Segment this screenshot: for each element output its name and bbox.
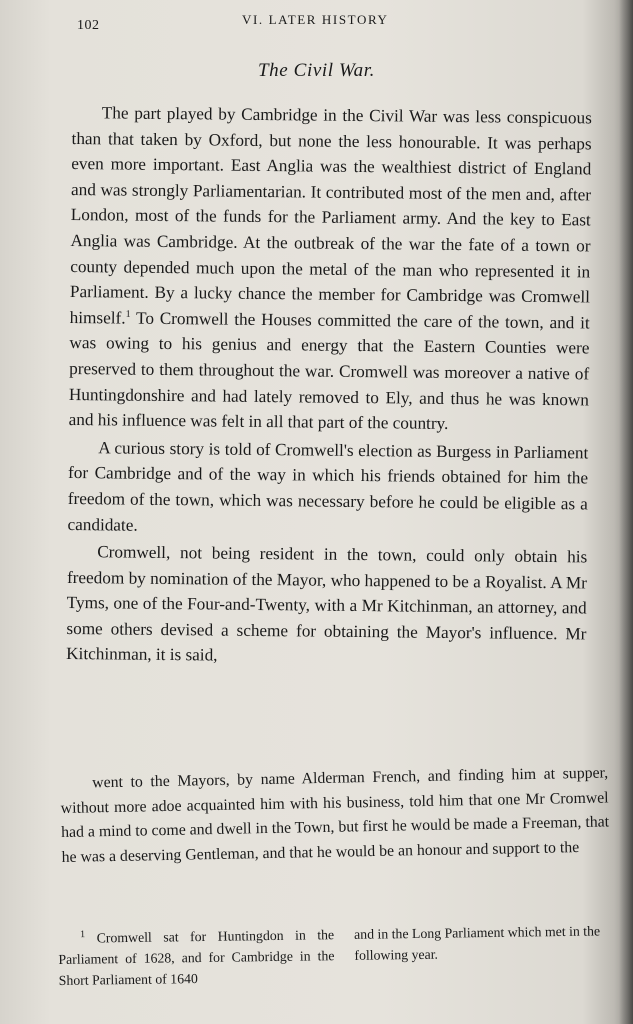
footnote-area bbox=[58, 920, 611, 998]
paragraph-3: Cromwell, not being resident in the town, could only obtain his freedom by nomination of the Mayor, who happened to be a Royalist. A Mr Tyms, one of the Four-and-Twenty, with a Mr Kitchinman, an attorney, and some others devised a scheme for obtaining the Mayor's influence. Mr Kitchinman, it is said, bbox=[66, 542, 588, 666]
footnote-marker: 1 bbox=[80, 929, 86, 941]
page-edge-shadow bbox=[619, 0, 633, 1024]
running-head bbox=[77, 12, 547, 36]
paragraph-1-continuation: To Cromwell the Houses committed the care of the town, and it was owing to his genius and energy that the Eastern Counties were preserved to them throughout the war. Cromwell was moreover a native of Huntingdonshire and had lately removed to Ely, and thus he was known and his influence was felt in all that part of the country. bbox=[68, 308, 590, 434]
block-quotation: went to the Mayors, by name Alderman French, and finding him at supper, without more adoe acquainted him with his business, told him that one Mr Cromwel had a mind to come and dwell in the Town, but first he would be made a Freeman, that he was a deserving Gentleman, and that he would be an honour and support to the bbox=[60, 764, 610, 866]
paragraph-1-text: The part played by Cambridge in the Civil War was less conspicuous than that taken by Oxford, but none the less honourable. It was perhaps even more important. East Anglia was the wealthiest district of England and was strongly Parliamentarian. It contributed most of the men and, after London, most of the funds for the Parliament army. And the key to East Anglia was Cambridge. At the outbreak of the war the fate of a town or county depended much upon the metal of the man who represented it in Parliament. By a lucky chance the member for Cambridge was Cromwell himself. bbox=[69, 103, 592, 328]
body-text bbox=[66, 100, 592, 672]
footnote-reference[interactable]: 1 bbox=[125, 308, 131, 320]
paragraph-1 bbox=[69, 100, 592, 438]
footnote-text: Cromwell sat for Huntingdon in the Parliament of 1628, and for Cambridge in the Short Parliament of 1640 bbox=[58, 927, 335, 988]
page-number: 102 bbox=[77, 18, 100, 33]
footnote-right-column: and in the Long Parliament which met in the following year. bbox=[354, 923, 601, 963]
paragraph-2: A curious story is told of Cromwell's election as Burgess in Parliament for Cambridge and of the way in which his friends obtained for him the freedom of the town, which was necessary before he could be eligible as a candidate. bbox=[67, 438, 589, 535]
section-title: The Civil War. bbox=[258, 60, 375, 81]
footnote-left-column bbox=[58, 924, 335, 991]
running-title: VI. LATER HISTORY bbox=[242, 12, 389, 27]
